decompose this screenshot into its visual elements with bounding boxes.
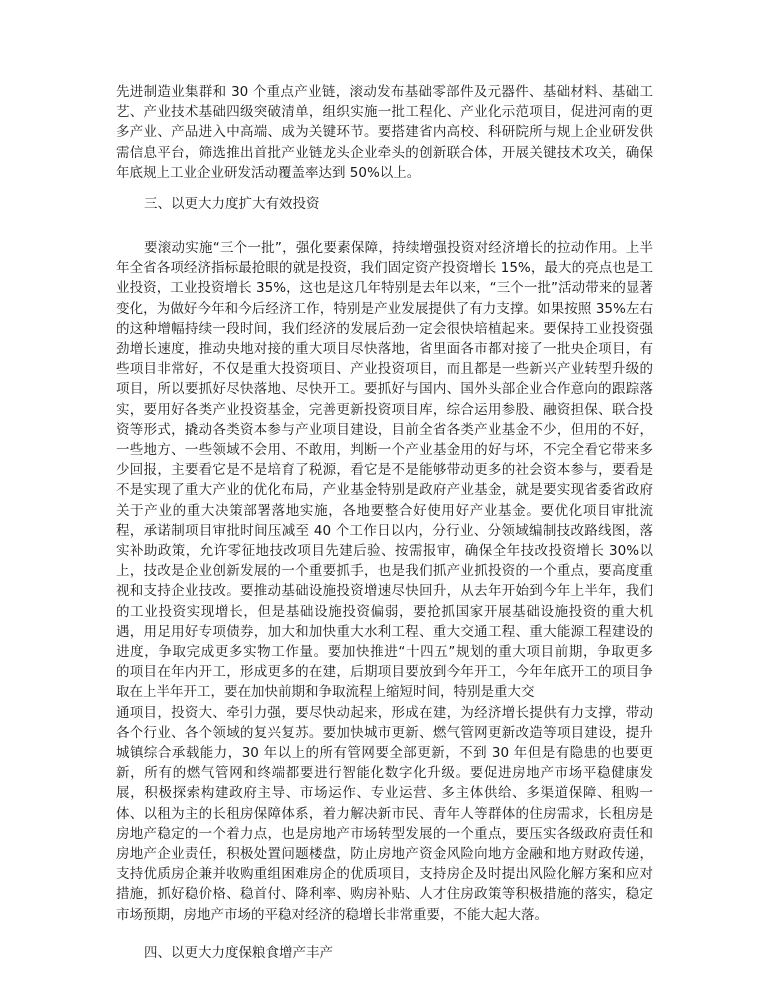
paragraph-2-line: 城镇综合承载能力，30 年以上的所有管网要全部更新，不到 30 年但是有隐患的也要更 — [116, 745, 653, 761]
paragraph-2-line: 的项目在年内开工，形成更多的在建，后期项目要放到今年开工，今年年底开工的项目争 — [116, 664, 653, 680]
paragraph-2-line: 支持优质房企兼并收购重组困难房企的优质项目，支持房企及时提出风险化解方案和应对 — [116, 866, 653, 882]
paragraph-2-line: 的工业投资实现增长，但是基础设施投资偏弱，要抢抓国家开展基础设施投资的重大机 — [116, 604, 653, 620]
paragraph-1-line: 需信息平台，筛选推出首批产业链龙头企业牵头的创新联合体，开展关键技术攻关，确保 — [116, 145, 653, 161]
paragraph-2-line: 程，承诺制项目审批时间压减至 40 个工作日以内，分行业、分领域编制技改路线图，落 — [116, 523, 653, 539]
paragraph-2-line: 的这种增幅持续一段时间，我们经济的发展后劲一定会很快培植起来。要保持工业投资强 — [116, 321, 653, 337]
paragraph-1-line: 多产业、产品进入中高端、成为关键环节。要搭建省内高校、科研院所与规上企业研发供 — [116, 124, 653, 140]
paragraph-2-line: 一些地方、一些领域不会用、不敢用，判断一个产业基金用的好与坏，不完全看它带来多 — [116, 442, 653, 458]
paragraph-2-line: 房地产企业责任，积极处置问题楼盘，防止房地产资金风险向地方金融和地方财政传递， — [116, 846, 653, 862]
paragraph-2-line: 资等形式，撬动各类资本参与产业项目建设，目前全省各类产业基金不少，但用的不好， — [116, 422, 653, 438]
paragraph-2-line: 进度，争取完成更多实物工作量。要加快推进“十四五”规划的重大项目前期，争取更多 — [116, 644, 653, 660]
paragraph-2-line: 体、以租为主的长租房保障体系，着力解决新市民、青年人等群体的住房需求，长租房是 — [116, 806, 653, 822]
section-heading-3: 三、以更大力度扩大有效投资 — [144, 196, 320, 212]
section-heading-4: 四、以更大力度保粮食增产丰产 — [144, 945, 333, 961]
paragraph-2-line: 业投资，工业投资增长 35%，这也是这几年特别是去年以来，“三个一批”活动带来的显著 — [116, 280, 653, 296]
paragraph-2-line: 上，技改是企业创新发展的一个重要抓手，也是我们抓产业抓投资的一个重点，要高度重 — [116, 563, 653, 579]
paragraph-2-line: 取在上半年开工，要在加快前期和争取流程上缩短时间，特别是重大交 — [116, 684, 535, 700]
paragraph-1-line: 先进制造业集群和 30 个重点产业链，滚动发布基础零部件及元器件、基础材料、基础工 — [116, 84, 653, 100]
paragraph-2-line: 各个行业、各个领域的复兴复苏。要加快城市更新、燃气管网更新改造等项目建设，提升 — [116, 725, 653, 741]
paragraph-2-line: 不是实现了重大产业的优化布局，产业基金特别是政府产业基金，就是要实现省委省政府 — [116, 482, 653, 498]
paragraph-2-line: 实，要用好各类产业投资基金，完善更新投资项目库，综合运用参股、融资担保、联合投 — [116, 402, 653, 418]
paragraph-2-line: 视和支持企业技改。要推动基础设施投资增速尽快回升，从去年开始到今年上半年，我们 — [116, 583, 653, 599]
paragraph-2-line: 要滚动实施“三个一批”，强化要素保障，持续增强投资对经济增长的拉动作用。上半 — [144, 240, 653, 256]
paragraph-2-line: 展，积极探索构建政府主导、市场运作、专业运营、多主体供给、多渠道保障、租购一 — [116, 785, 653, 801]
paragraph-2-line: 项目，所以要抓好尽快落地、尽快开工。要抓好与国内、国外头部企业合作意向的跟踪落 — [116, 381, 653, 397]
paragraph-2-line: 市场预期，房地产市场的平稳对经济的稳增长非常重要，不能大起大落。 — [116, 907, 548, 923]
paragraph-2-line: 遇，用足用好专项债券，加大和加快重大水利工程、重大交通工程、重大能源工程建设的 — [116, 624, 653, 640]
paragraph-1-line: 艺、产业技术基础四级突破清单，组织实施一批工程化、产业化示范项目，促进河南的更 — [116, 104, 653, 120]
paragraph-2-line: 年全省各项经济指标最抢眼的就是投资，我们固定资产投资增长 15%，最大的亮点也是工 — [116, 260, 653, 276]
paragraph-2-line: 通项目，投资大、牵引力强，要尽快动起来，形成在建，为经济增长提供有力支撑，带动 — [116, 705, 653, 721]
paragraph-2-line: 关于产业的重大决策部署落地实施，各地要整合好使用好产业基金。要优化项目审批流 — [116, 503, 653, 519]
paragraph-2-line: 实补助政策，允许零征地技改项目先建后验、按需报审，确保全年技改投资增长 30%以 — [116, 543, 653, 559]
paragraph-2-line: 劲增长速度，推动央地对接的重大项目尽快落地，省里面各市都对接了一批央企项目，有 — [116, 341, 653, 357]
paragraph-2-line: 新，所有的燃气管网和终端都要进行智能化数字化升级。要促进房地产市场平稳健康发 — [116, 765, 653, 781]
paragraph-2-line: 少回报，主要看它是不是培育了税源，看它是不是能够带动更多的社会资本参与，要看是 — [116, 462, 653, 478]
paragraph-2-line: 些项目非常好，不仅是重大投资项目、产业投资项目，而且都是一些新兴产业转型升级的 — [116, 361, 653, 377]
paragraph-2-line: 变化，为做好今年和今后经济工作，特别是产业发展提供了有力支撑。如果按照 35%左右 — [116, 301, 653, 317]
paragraph-1-line: 年底规上工业企业研发活动覆盖率达到 50%以上。 — [116, 165, 421, 181]
paragraph-2-line: 措施，抓好稳价格、稳首付、降利率、购房补贴、人才住房政策等积极措施的落实，稳定 — [116, 886, 653, 902]
paragraph-2-line: 房地产稳定的一个着力点，也是房地产市场转型发展的一个重点，要压实各级政府责任和 — [116, 826, 653, 842]
